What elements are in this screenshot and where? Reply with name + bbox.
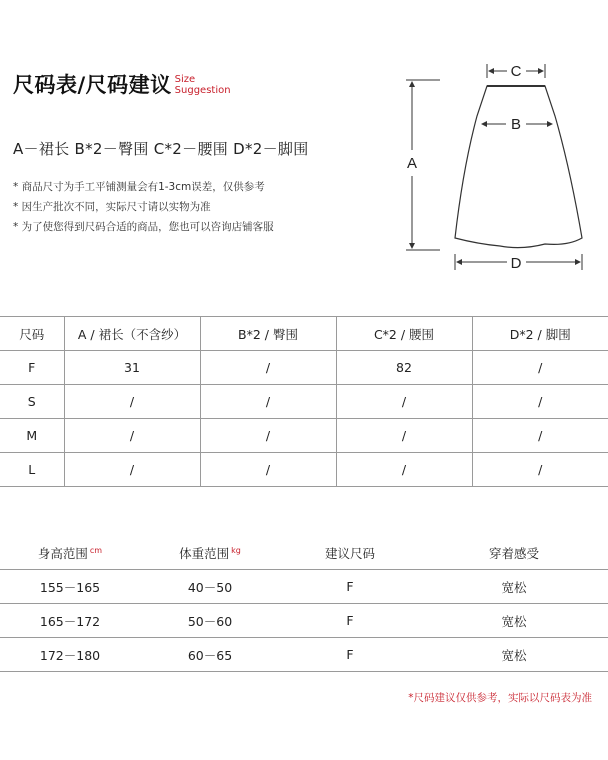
fit-feel-cell: 宽松	[420, 570, 608, 604]
waist-cell: /	[336, 419, 472, 453]
page-title-en	[175, 74, 231, 96]
hem-cell: /	[472, 351, 608, 385]
note-item: * 商品尺寸为手工平铺测量会有1-3cm误差，仅供参考	[13, 181, 265, 193]
weight-cell: 40－50	[140, 570, 280, 604]
skirt-diagram	[400, 58, 600, 280]
size-header-cell: 尺码	[0, 317, 64, 351]
hip-cell: /	[200, 453, 336, 487]
weight-cell: 60－65	[140, 638, 280, 672]
hip-cell: /	[200, 351, 336, 385]
page-title: 尺码表/尺码建议	[13, 73, 172, 97]
length-cell: /	[64, 419, 200, 453]
waist-cell: 82	[336, 351, 472, 385]
notes	[13, 177, 274, 237]
suggested-size-cell: F	[280, 604, 420, 638]
table-row	[0, 638, 608, 672]
page-title-row	[13, 72, 231, 98]
size-cell: F	[0, 351, 64, 385]
size-header-cell: A / 裙长（不含纱）	[64, 317, 200, 351]
recommendation-table	[0, 537, 608, 672]
height-cell: 165－172	[0, 604, 140, 638]
height-cell: 155－165	[0, 570, 140, 604]
b-label: B	[510, 116, 522, 133]
table-row	[0, 385, 608, 419]
c-label: C	[510, 63, 522, 80]
height-header: 身高范围 $^{cm}$	[37, 546, 103, 561]
table-row	[0, 604, 608, 638]
size-header-cell: D*2 / 脚围	[472, 317, 608, 351]
weight-cell: 50－60	[140, 604, 280, 638]
suggested-size-header: 建议尺码	[324, 546, 375, 561]
size-cell: S	[0, 385, 64, 419]
suggested-size-cell: F	[280, 638, 420, 672]
length-cell: /	[64, 385, 200, 419]
recommendation-header	[0, 537, 608, 570]
size-cell: L	[0, 453, 64, 487]
hem-cell: /	[472, 453, 608, 487]
hip-cell: /	[200, 419, 336, 453]
hip-cell: /	[200, 385, 336, 419]
fit-feel-cell: 宽松	[420, 638, 608, 672]
waist-cell: /	[336, 385, 472, 419]
table-row	[0, 570, 608, 604]
suggested-size-cell: F	[280, 570, 420, 604]
measurement-key: A－裙长 B*2－臀围 C*2－腰围 D*2－脚围	[13, 140, 309, 158]
note-item: * 因生产批次不同，实际尺寸请以实物为准	[13, 201, 211, 213]
size-table	[0, 316, 608, 487]
size-cell: M	[0, 419, 64, 453]
size-header-cell: C*2 / 腰围	[336, 317, 472, 351]
length-cell: /	[64, 453, 200, 487]
size-table-header	[0, 317, 608, 351]
table-row	[0, 351, 608, 385]
height-cell: 172－180	[0, 638, 140, 672]
d-label: D	[510, 255, 522, 272]
weight-header: 体重范围 $^{kg}$	[179, 546, 241, 561]
a-label: A	[406, 155, 418, 172]
page-title-en-line1: Size	[174, 74, 196, 85]
fit-feel-cell: 宽松	[420, 604, 608, 638]
footnote: *尺码建议仅供参考，实际以尺码表为准	[408, 692, 592, 704]
fit-feel-header: 穿着感受	[488, 546, 539, 561]
size-header-cell: B*2 / 臀围	[200, 317, 336, 351]
note-item: * 为了使您得到尺码合适的商品，您也可以咨询店铺客服	[13, 221, 274, 233]
length-cell: 31	[64, 351, 200, 385]
waist-cell: /	[336, 453, 472, 487]
skirt-outline	[455, 86, 582, 248]
hem-cell: /	[472, 385, 608, 419]
page-title-en-line2: Suggestion	[174, 85, 231, 96]
table-row	[0, 453, 608, 487]
hem-cell: /	[472, 419, 608, 453]
table-row	[0, 419, 608, 453]
